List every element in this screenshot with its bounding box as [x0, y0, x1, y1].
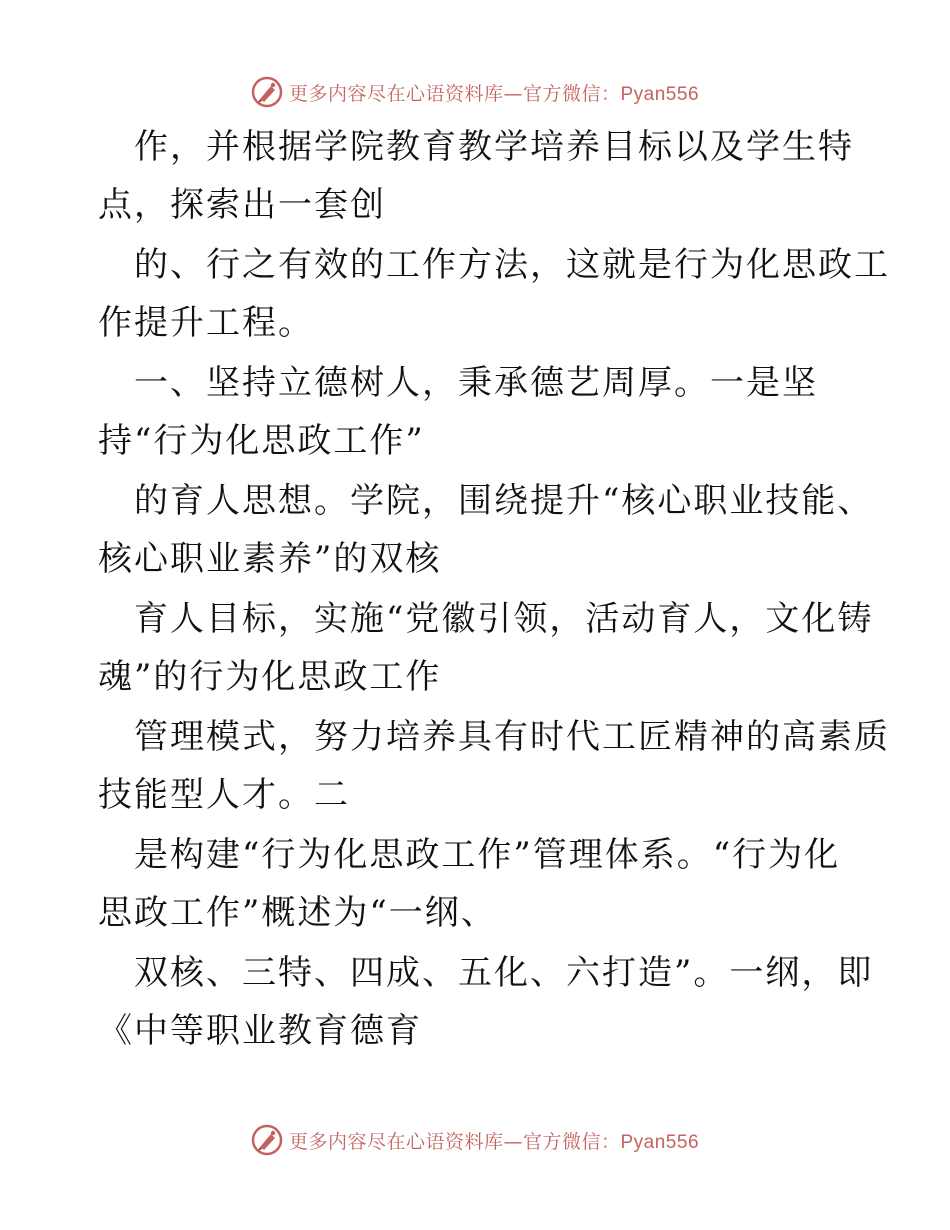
- watermark-wechat-id: Pyan556: [620, 1131, 700, 1153]
- paragraph-line: 技能型人才。二: [98, 775, 350, 815]
- paragraph-line: 管理模式，努力培养具有时代工匠精神的高素质: [134, 717, 890, 757]
- paragraph-line: 核心职业素养”的双核: [98, 539, 442, 579]
- footer-watermark: [0, 1120, 950, 1160]
- paragraph-line: 思政工作”概述为“一纲、: [98, 893, 497, 933]
- header-watermark: [0, 72, 950, 112]
- paragraph-line: 的育人思想。学院，围绕提升“核心职业技能、: [134, 481, 874, 521]
- paragraph-line: 是构建“行为化思政工作”管理体系。“行为化: [134, 835, 841, 875]
- paragraph-line: 持“行为化思政工作”: [98, 421, 425, 461]
- paragraph-line: 《中等职业教育德育: [98, 1011, 422, 1051]
- paragraph-line: 的、行之有效的工作方法，这就是行为化思政工: [134, 245, 890, 285]
- watermark-wechat-label: 官方微信：: [522, 1130, 621, 1153]
- paragraph-line: 点，探索出一套创: [98, 185, 386, 225]
- pen-logo-icon: [251, 1124, 283, 1156]
- watermark-text: 更多内容尽在心语资料库: [288, 82, 504, 105]
- watermark-wechat-id: Pyan556: [620, 83, 700, 105]
- watermark-wechat-label: 官方微信：: [522, 82, 621, 105]
- paragraph-line: 双核、三特、四成、五化、六打造”。一纲，即: [134, 953, 874, 993]
- watermark-text: 更多内容尽在心语资料库: [288, 1130, 504, 1153]
- paragraph-line: 作，并根据学院教育教学培养目标以及学生特: [134, 127, 854, 167]
- pen-logo-icon: [251, 76, 283, 108]
- paragraph-line: 魂”的行为化思政工作: [98, 657, 442, 697]
- paragraph-line: 育人目标，实施“党徽引领，活动育人，文化铸: [134, 599, 874, 639]
- watermark-separator: —: [503, 1130, 523, 1153]
- paragraph-line: 作提升工程。: [98, 303, 314, 343]
- paragraph-line: 一、坚持立德树人，秉承德艺周厚。一是坚: [134, 363, 818, 403]
- watermark-separator: —: [503, 82, 523, 105]
